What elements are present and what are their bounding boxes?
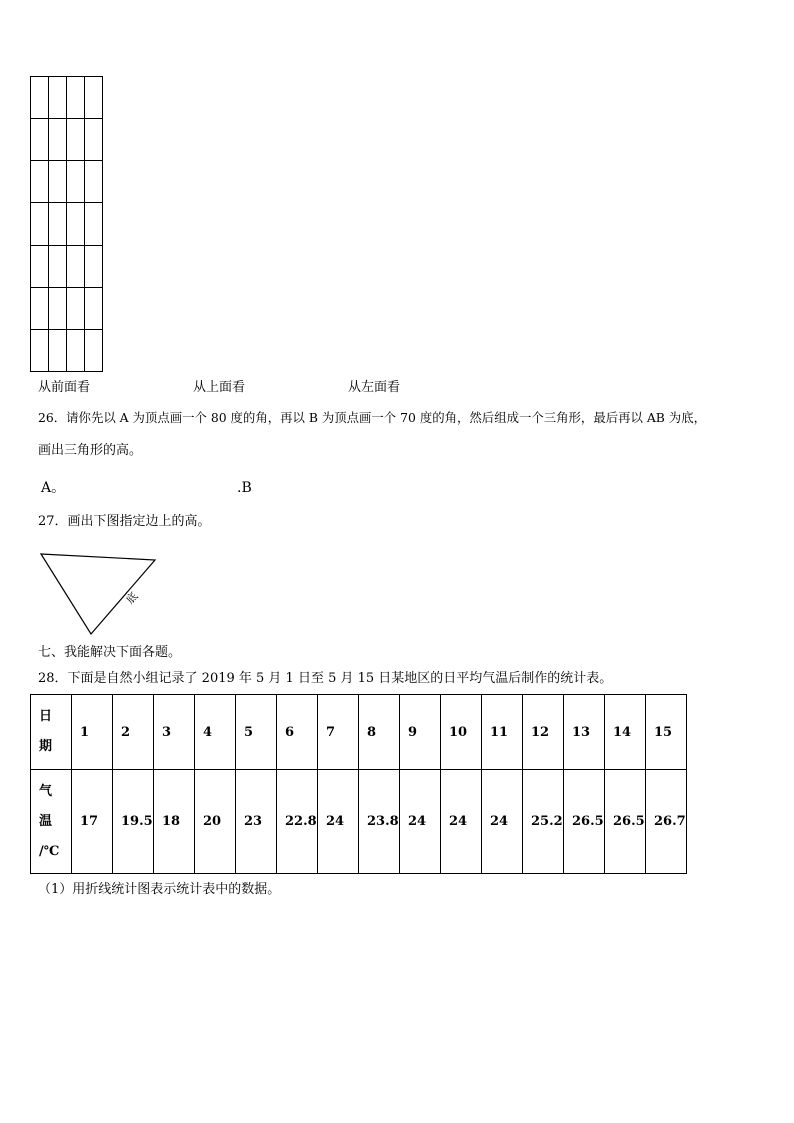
grid-cell — [85, 288, 103, 330]
grid-cell — [85, 77, 103, 119]
date-cell: 13 — [564, 695, 605, 770]
q28-subquestion-1: （1）用折线统计图表示统计表中的数据。 — [38, 882, 281, 897]
label-front-view: 从前面看 — [38, 380, 91, 395]
grid-cell — [85, 330, 103, 372]
label-top-view: 从上面看 — [193, 380, 246, 395]
temp-cell: 23 — [236, 770, 277, 874]
temp-cell: 25.2 — [523, 770, 564, 874]
temp-cell: 22.8 — [277, 770, 318, 874]
temp-cell: 20 — [195, 770, 236, 874]
temp-cell: 23.8 — [359, 770, 400, 874]
grid-cell — [67, 77, 85, 119]
grid-cell — [49, 203, 67, 245]
date-cell: 2 — [113, 695, 154, 770]
grid-cell — [67, 119, 85, 161]
q26-text-line2: 画出三角形的高。 — [38, 443, 143, 458]
triangle-base-label: 底 — [123, 589, 141, 607]
date-cell: 11 — [482, 695, 523, 770]
temp-cell: 17 — [72, 770, 113, 874]
temp-cell: 18 — [154, 770, 195, 874]
grid-cell — [49, 330, 67, 372]
grid-cell — [31, 246, 49, 288]
temp-cell: 26.7 — [646, 770, 687, 874]
temp-cell: 24 — [482, 770, 523, 874]
temperature-table — [30, 694, 687, 874]
temp-header-unit: /℃ — [39, 843, 60, 859]
section-seven-heading: 七、我能解决下面各题。 — [38, 645, 182, 660]
temp-cell: 26.5 — [564, 770, 605, 874]
date-cell: 1 — [72, 695, 113, 770]
point-b-label: .B — [237, 480, 252, 496]
date-cell: 15 — [646, 695, 687, 770]
grid-cell — [31, 288, 49, 330]
date-cell: 3 — [154, 695, 195, 770]
point-a-label: A。 — [41, 480, 66, 496]
grid-cell — [31, 161, 49, 203]
date-cell: 14 — [605, 695, 646, 770]
temp-cell: 24 — [400, 770, 441, 874]
grid-cell — [67, 203, 85, 245]
grid-cell — [67, 246, 85, 288]
q26-text-line1: 26．请你先以 A 为顶点画一个 80 度的角，再以 B 为顶点画一个 70 度的角，然后组成一个三角形，最后再以 AB 为底， — [38, 410, 706, 425]
drawing-grid — [30, 76, 103, 372]
date-header-char1: 日 — [39, 709, 53, 724]
triangle-figure — [36, 548, 160, 638]
temp-header-cell — [31, 770, 72, 874]
date-cell: 12 — [523, 695, 564, 770]
triangle-shape — [41, 554, 155, 634]
q27-text: 27．画出下图指定边上的高。 — [38, 514, 211, 529]
grid-cell — [31, 203, 49, 245]
temp-header-char2: 温 — [39, 813, 53, 829]
grid-cell — [49, 288, 67, 330]
table-row-dates — [31, 695, 687, 770]
grid-cell — [31, 119, 49, 161]
grid-cell — [85, 161, 103, 203]
grid-cell — [85, 119, 103, 161]
table-row-temps — [31, 770, 687, 874]
temp-cell: 19.5 — [113, 770, 154, 874]
grid-cell — [31, 77, 49, 119]
date-cell: 5 — [236, 695, 277, 770]
grid-cell — [49, 161, 67, 203]
date-cell: 9 — [400, 695, 441, 770]
date-cell: 10 — [441, 695, 482, 770]
date-header-cell — [31, 695, 72, 770]
date-cell: 6 — [277, 695, 318, 770]
grid-cell — [49, 246, 67, 288]
grid-cell — [67, 330, 85, 372]
date-header-char2: 期 — [39, 739, 53, 754]
temp-cell: 24 — [441, 770, 482, 874]
date-cell: 8 — [359, 695, 400, 770]
q28-text: 28．下面是自然小组记录了 2019 年 5 月 1 日至 5 月 15 日某地区的日平均气温后制作的统计表。 — [38, 671, 613, 686]
grid-cell — [67, 161, 85, 203]
temp-cell: 26.5 — [605, 770, 646, 874]
grid-cell — [49, 77, 67, 119]
temp-header-char1: 气 — [39, 783, 53, 799]
temp-cell: 24 — [318, 770, 359, 874]
grid-cell — [85, 203, 103, 245]
date-cell: 4 — [195, 695, 236, 770]
label-left-view: 从左面看 — [348, 380, 401, 395]
grid-cell — [67, 288, 85, 330]
grid-cell — [31, 330, 49, 372]
grid-cell — [85, 246, 103, 288]
date-cell: 7 — [318, 695, 359, 770]
grid-cell — [49, 119, 67, 161]
